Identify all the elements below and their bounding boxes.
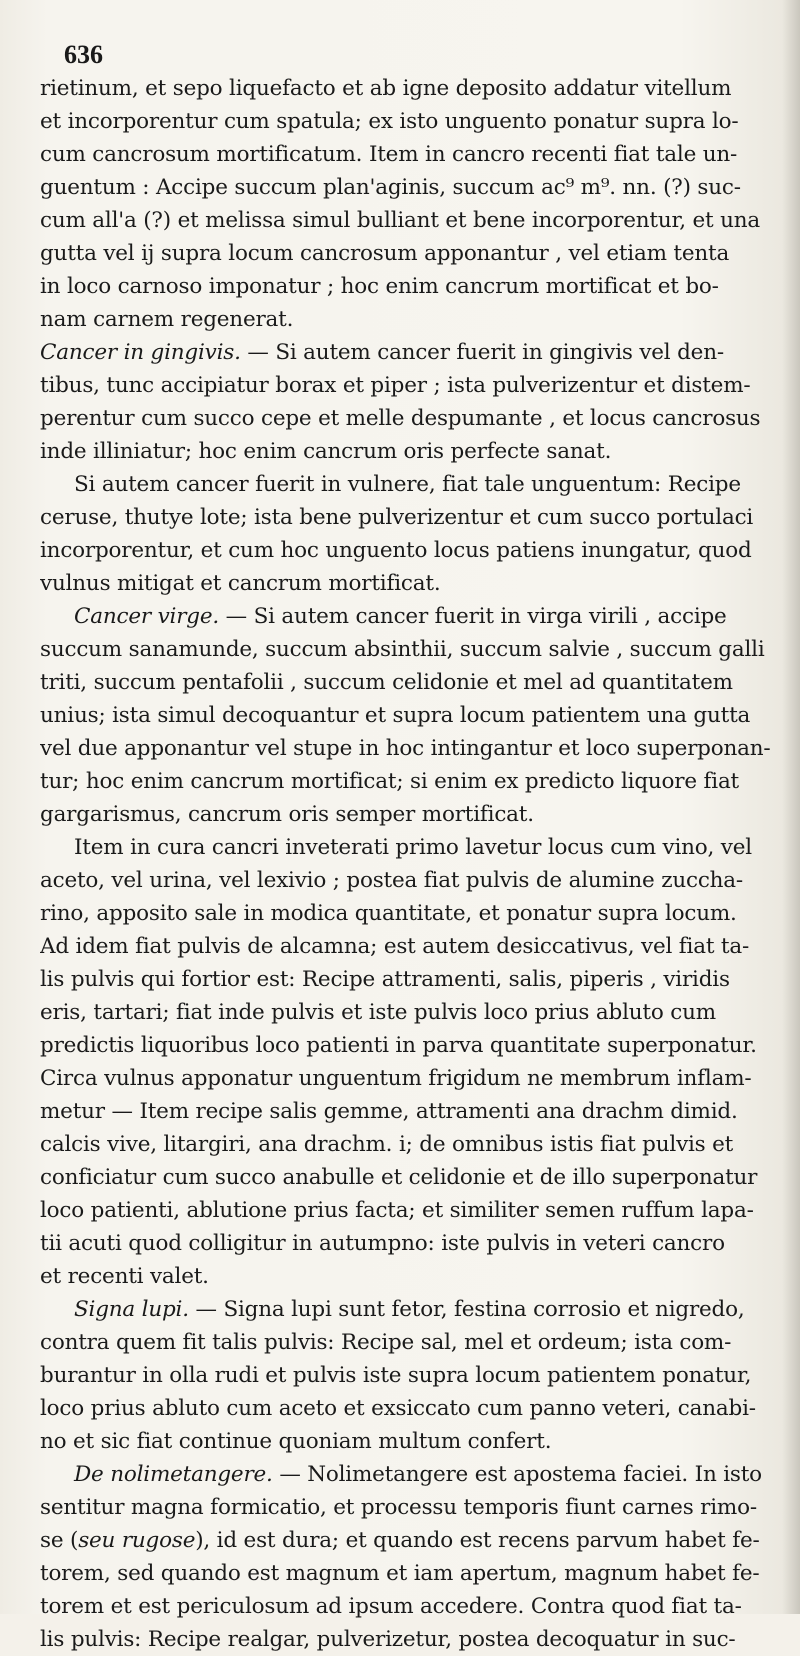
line-text: calcis vive, litargiri, ana drachm. i; de omnibus istis fiat pulvis et xyxy=(40,1132,734,1157)
line-text: ), id est dura; et quando est recens parvum habet fe- xyxy=(195,1528,760,1553)
line-text: torem, sed quando est magnum et iam apertum, magnum habet fe- xyxy=(40,1561,760,1586)
text-line xyxy=(40,501,775,534)
text-line xyxy=(40,303,775,336)
text-line xyxy=(40,138,775,171)
section-heading-italic: Cancer virge. xyxy=(74,604,220,629)
line-text: incorporentur, et cum hoc unguento locus patiens inungatur, quod xyxy=(40,538,752,563)
line-text: no et sic fiat continue quoniam multum confert. xyxy=(40,1429,552,1454)
line-text: gargarismus, cancrum oris semper mortificat. xyxy=(40,802,534,827)
line-text: guentum : Accipe succum plan'aginis, succum ac⁹ m⁹. nn. (?) suc- xyxy=(40,175,741,200)
line-text: cum cancrosum mortificatum. Item in cancro recenti fiat tale un- xyxy=(40,142,738,167)
section-heading-italic: seu rugose xyxy=(78,1528,196,1553)
line-text: nam carnem regenerat. xyxy=(40,307,294,332)
text-line xyxy=(40,633,775,666)
text-line xyxy=(40,600,775,633)
text-line xyxy=(40,930,775,963)
line-text: conficiatur cum succo anabulle et celidonie et de illo superponatur xyxy=(40,1165,758,1190)
line-text: triti, succum pentafolii , succum celidonie et mel ad quantitatem xyxy=(40,670,733,695)
text-line xyxy=(40,798,775,831)
text-line xyxy=(40,1293,775,1326)
text-line xyxy=(40,402,775,435)
text-line xyxy=(40,1623,775,1656)
line-text: in loco carnoso imponatur ; hoc enim cancrum mortificat et bo- xyxy=(40,274,719,299)
line-text: cum all'a (?) et melissa simul bulliant et bene incorporentur, et una xyxy=(40,208,761,233)
page-number: 636 xyxy=(64,40,103,69)
text-line xyxy=(40,864,775,897)
text-line xyxy=(40,1557,775,1590)
line-text: et incorporentur cum spatula; ex isto unguento ponatur supra lo- xyxy=(40,109,739,134)
text-line xyxy=(40,567,775,600)
line-text: — Si autem cancer fuerit in virga virili , accipe xyxy=(219,604,727,629)
text-line xyxy=(40,1095,775,1128)
line-text: gutta vel ij supra locum cancrosum apponantur , vel etiam tenta xyxy=(40,241,730,266)
text-line xyxy=(40,1161,775,1194)
line-text: vulnus mitigat et cancrum mortificat. xyxy=(40,571,441,596)
line-text: — Signa lupi sunt fetor, festina corrosio et nigredo, xyxy=(188,1297,745,1322)
text-line xyxy=(40,1128,775,1161)
text-line xyxy=(40,732,775,765)
line-text: perentur cum succo cepe et melle despumante , et locus cancrosus xyxy=(40,406,761,431)
line-text: tii acuti quod colligitur in autumpno: iste pulvis in veteri cancro xyxy=(40,1231,725,1256)
text-line xyxy=(40,270,775,303)
line-text: inde illiniatur; hoc enim cancrum oris perfecte sanat. xyxy=(40,439,612,464)
line-text: tur; hoc enim cancrum mortificat; si enim ex predicto liquore fiat xyxy=(40,769,739,794)
line-text: succum sanamunde, succum absinthii, succum salvie , succum galli xyxy=(40,637,765,662)
line-text: predictis liquoribus loco patienti in parva quantitate superponatur. xyxy=(40,1033,757,1058)
line-text: lis pulvis: Recipe realgar, pulverizetur, postea decoquatur in suc- xyxy=(40,1627,736,1652)
text-line xyxy=(40,699,775,732)
line-text: tibus, tunc accipiatur borax et piper ; ista pulverizentur et distem- xyxy=(40,373,751,398)
line-text: loco patienti, ablutione prius facta; et similiter semen ruffum lapa- xyxy=(40,1198,754,1223)
line-text: loco prius abluto cum aceto et exsiccato cum panno veteri, canabi- xyxy=(40,1396,756,1421)
text-line xyxy=(40,1425,775,1458)
text-line xyxy=(40,1458,775,1491)
line-text: ceruse, thutye lote; ista bene pulverizentur et cum succo portulaci xyxy=(40,505,754,530)
text-line xyxy=(40,1260,775,1293)
section-heading-italic: Signa lupi. xyxy=(74,1297,189,1322)
page-gutter-shadow xyxy=(782,0,800,1614)
text-line xyxy=(40,1359,775,1392)
text-line xyxy=(40,534,775,567)
line-text: Item in cura cancri inveterati primo lavetur locus cum vino, vel xyxy=(74,835,752,860)
text-line xyxy=(40,1062,775,1095)
text-line xyxy=(40,765,775,798)
line-text: vel due apponantur vel stupe in hoc intingantur et loco superponan- xyxy=(40,736,771,761)
text-line xyxy=(40,666,775,699)
text-line xyxy=(40,204,775,237)
text-line xyxy=(40,1491,775,1524)
line-text: lis pulvis qui fortior est: Recipe attramenti, salis, piperis , viridis xyxy=(40,967,730,992)
text-lines xyxy=(40,72,775,1656)
text-line xyxy=(40,1524,775,1557)
text-line xyxy=(40,468,775,501)
text-line xyxy=(40,369,775,402)
line-text: Circa vulnus apponatur unguentum frigidum ne membrum inflam- xyxy=(40,1066,752,1091)
line-text: rietinum, et sepo liquefacto et ab igne deposito addatur vitellum xyxy=(40,76,732,101)
page-text-block xyxy=(40,40,775,1656)
line-text: — Nolimetangere est apostema faciei. In isto xyxy=(272,1462,762,1487)
text-line xyxy=(40,171,775,204)
text-line xyxy=(40,1590,775,1623)
line-text: unius; ista simul decoquantur et supra locum patientem una gutta xyxy=(40,703,751,728)
text-line xyxy=(40,105,775,138)
line-text: burantur in olla rudi et pulvis iste supra locum patientem ponatur, xyxy=(40,1363,752,1388)
text-line xyxy=(40,897,775,930)
text-line xyxy=(40,1194,775,1227)
text-line xyxy=(40,1029,775,1062)
text-line xyxy=(40,1392,775,1425)
section-heading-italic: De nolimetangere. xyxy=(74,1462,273,1487)
line-text: et recenti valet. xyxy=(40,1264,209,1289)
text-line xyxy=(40,237,775,270)
text-line xyxy=(40,1227,775,1260)
line-text: contra quem fit talis pulvis: Recipe sal, mel et ordeum; ista com- xyxy=(40,1330,732,1355)
line-text: aceto, vel urina, vel lexivio ; postea fiat pulvis de alumine zuccha- xyxy=(40,868,743,893)
text-line xyxy=(40,336,775,369)
line-text: Ad idem fiat pulvis de alcamna; est autem desiccativus, vel fiat ta- xyxy=(40,934,750,959)
text-line xyxy=(40,831,775,864)
text-line xyxy=(40,435,775,468)
line-text: sentitur magna formicatio, et processu temporis fiunt carnes rimo- xyxy=(40,1495,757,1520)
text-line xyxy=(40,72,775,105)
section-heading-italic: Cancer in gingivis. xyxy=(40,340,241,365)
line-text: metur — Item recipe salis gemme, attramenti ana drachm dimid. xyxy=(40,1099,738,1124)
line-text: eris, tartari; fiat inde pulvis et iste pulvis loco prius abluto cum xyxy=(40,1000,716,1025)
text-line xyxy=(40,1326,775,1359)
line-text: torem et est periculosum ad ipsum accedere. Contra quod fiat ta- xyxy=(40,1594,742,1619)
text-line xyxy=(40,963,775,996)
line-text: — Si autem cancer fuerit in gingivis vel den- xyxy=(240,340,724,365)
line-prefix: se ( xyxy=(40,1528,79,1553)
text-line xyxy=(40,996,775,1029)
line-text: rino, apposito sale in modica quantitate, et ponatur supra locum. xyxy=(40,901,737,926)
line-text: Si autem cancer fuerit in vulnere, fiat tale unguentum: Recipe xyxy=(74,472,741,497)
